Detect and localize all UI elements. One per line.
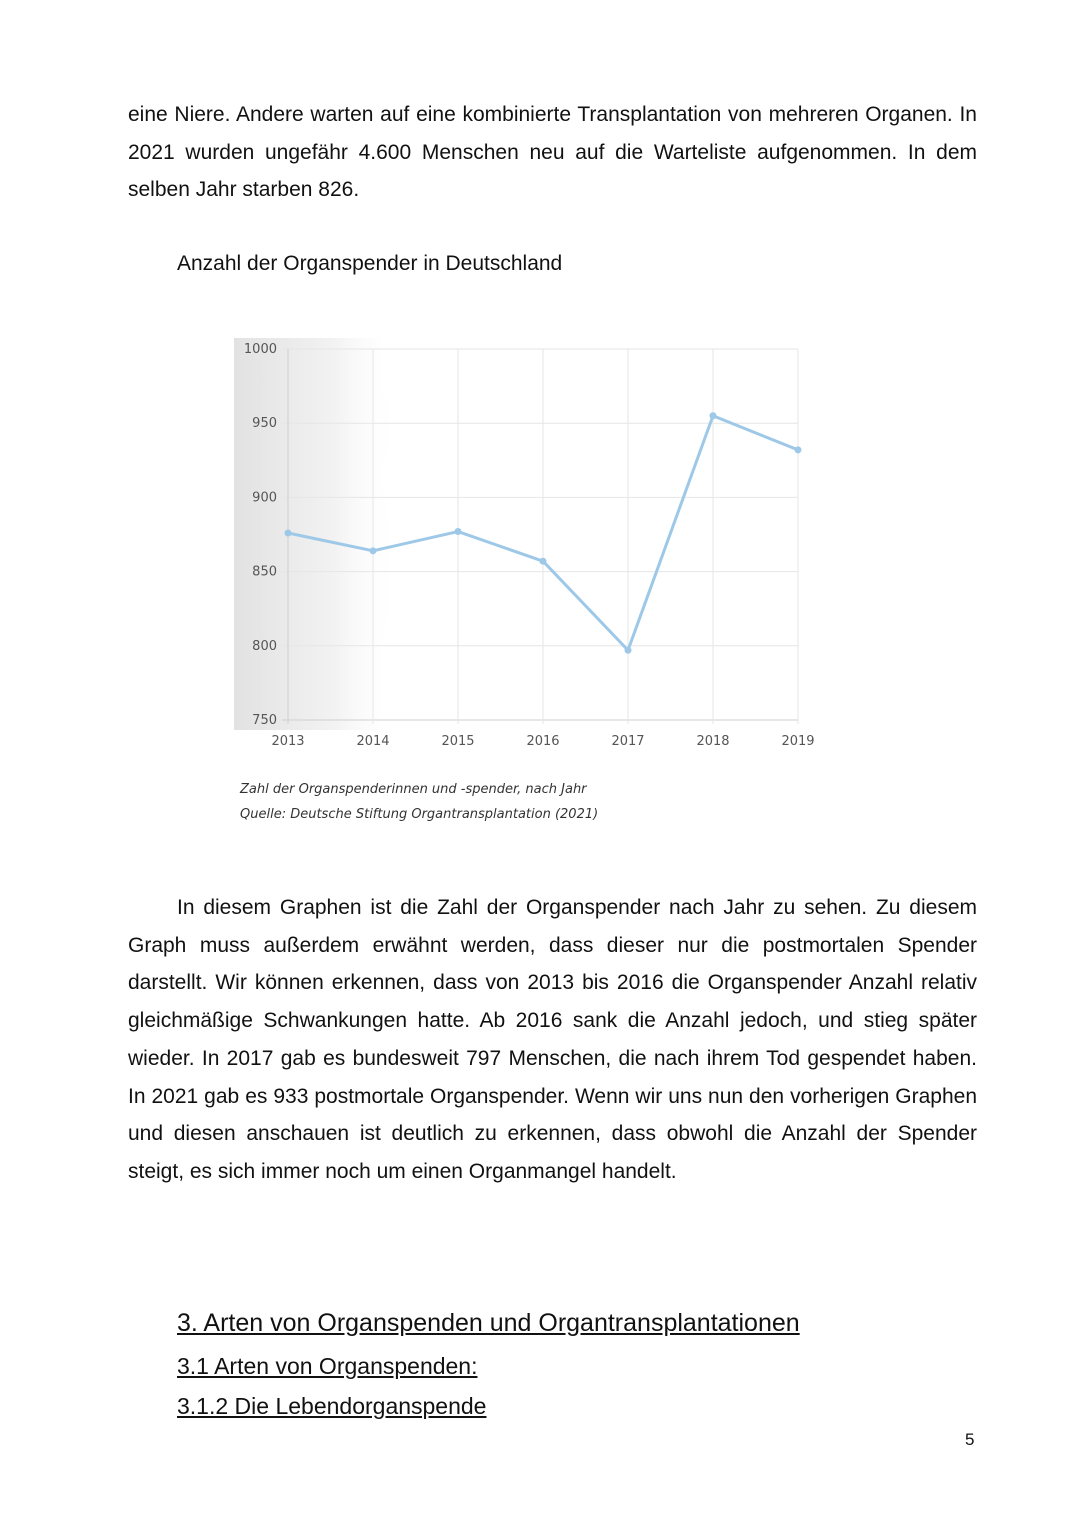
- line-chart: [230, 330, 830, 760]
- data-point: [625, 647, 632, 654]
- x-tick-label: 2019: [781, 734, 815, 749]
- chart-caption: Zahl der Organspenderinnen und -spender, nach Jahr: [240, 782, 587, 797]
- chart-source: Quelle: Deutsche Stiftung Organtransplantation (2021): [240, 807, 599, 822]
- main-paragraph: In diesem Graphen ist die Zahl der Organspender nach Jahr zu sehen. Zu diesem Graph muss außerdem erwähnt werden, dass dieser nur die postmortalen Spender darstellt. Wir können erkennen, dass von 2013 bis 2016 die Organspender Anzahl relativ gleichmäßige Schwankungen hatte. Ab 2016 sank die Anzahl jedoch, und stieg später wieder. In 2017 gab es bundesweit 797 Menschen, die nach ihrem Tod gespendet haben. In 2021 gab es 933 postmortale Organspender. Wenn wir uns nun den vorherigen Graphen und diesen anschauen ist deutlich zu erkennen, dass obwohl die Anzahl der Spender steigt, es sich immer noch um einen Organmangel handelt.: [128, 896, 977, 1183]
- x-tick-label: 2018: [696, 734, 730, 749]
- y-tick-label: 900: [252, 490, 277, 506]
- data-point: [370, 547, 377, 554]
- page-number: 5: [965, 1430, 975, 1449]
- data-point: [795, 446, 802, 453]
- data-point: [540, 558, 547, 565]
- x-tick-label: 2016: [526, 734, 560, 749]
- data-point: [455, 528, 462, 535]
- data-point: [710, 412, 717, 419]
- x-tick-label: 2015: [441, 734, 475, 749]
- y-tick-label: 750: [252, 713, 277, 728]
- y-tick-label: 800: [252, 638, 277, 654]
- x-tick-label: 2013: [271, 734, 305, 749]
- section-heading: 3. Arten von Organspenden und Organtransplantationen: [177, 1309, 800, 1337]
- chart-background-shade: [234, 338, 400, 730]
- y-tick-label: 950: [252, 416, 277, 432]
- intro-paragraph: eine Niere. Andere warten auf eine kombinierte Transplantation von mehreren Organen. In 2021 wurden ungefähr 4.600 Menschen neu auf die Warteliste aufgenommen. In dem selben Jahr starben 826.: [128, 103, 977, 202]
- chart-heading: Anzahl der Organspender in Deutschland: [177, 252, 563, 275]
- y-tick-label: 850: [252, 564, 277, 580]
- y-tick-label: 1000: [243, 342, 277, 357]
- x-tick-label: 2014: [356, 734, 390, 749]
- x-tick-label: 2017: [611, 734, 645, 749]
- subsubsection-heading: 3.1.2 Die Lebendorganspende: [177, 1393, 487, 1419]
- data-point: [285, 530, 292, 537]
- subsection-heading: 3.1 Arten von Organspenden:: [177, 1353, 478, 1379]
